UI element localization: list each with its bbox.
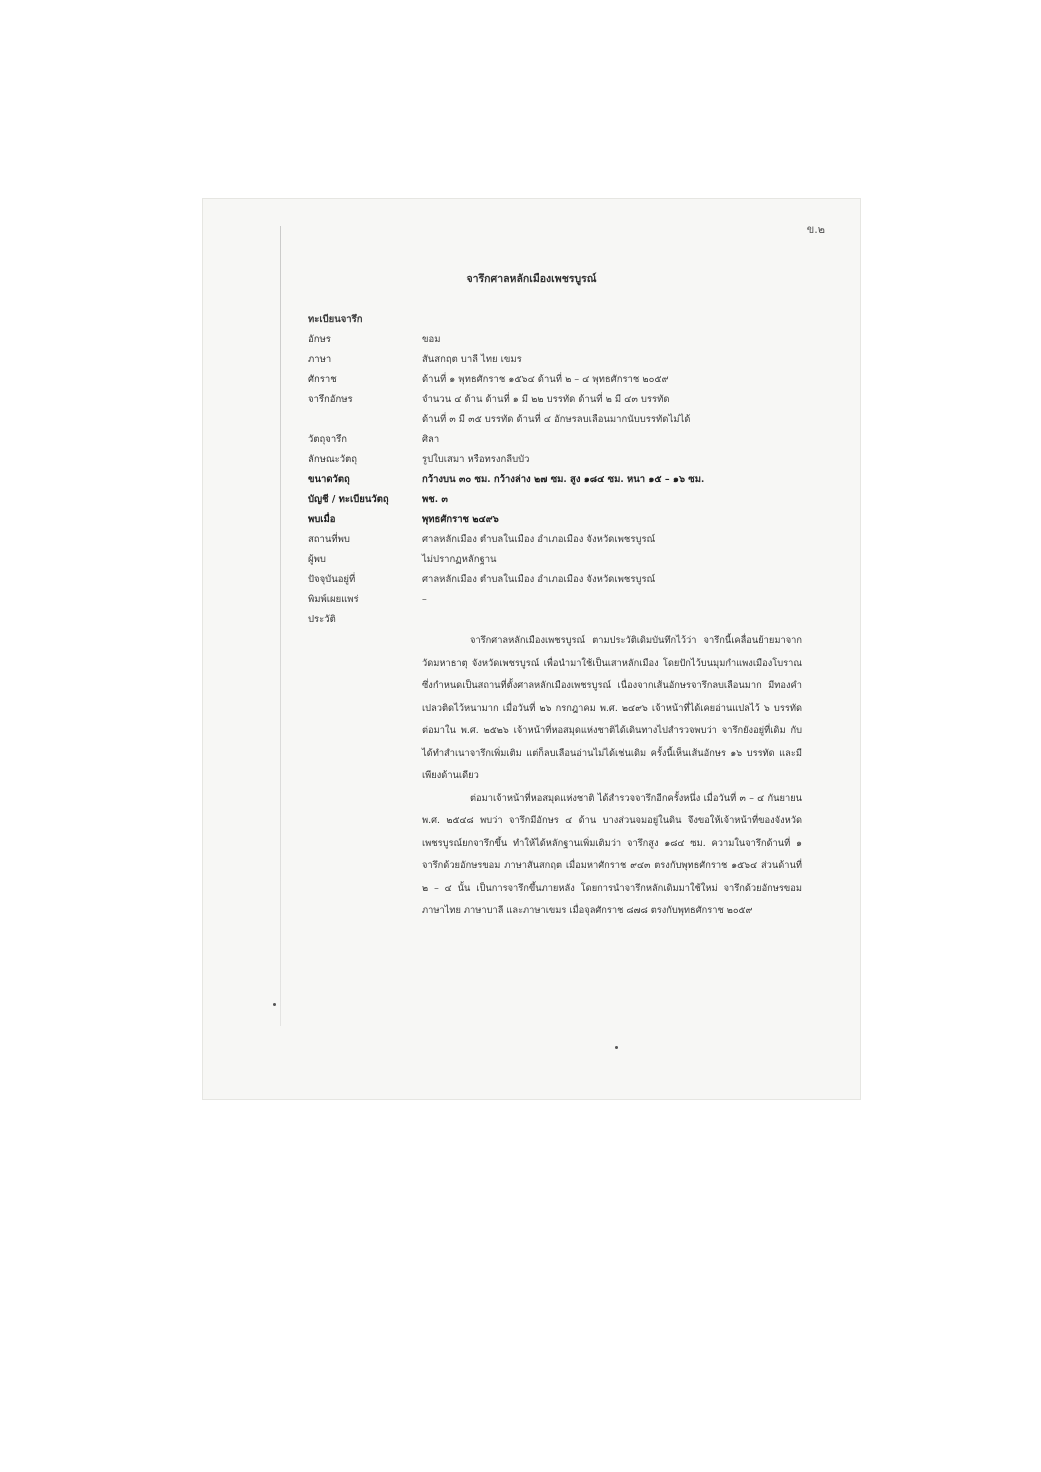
field-era <box>308 370 828 390</box>
page-number: ข.๒ <box>806 223 825 236</box>
registration-fields <box>308 310 828 630</box>
field-found-date <box>308 510 828 530</box>
section-label: ทะเบียนจารึก <box>308 314 363 325</box>
field-value: กว้างบน ๓๐ ซม. กว้างล่าง ๒๗ ซม. สูง ๑๘๔ ซม. หนา ๑๕ – ๑๖ ซม. <box>422 474 705 485</box>
field-value: สันสกฤต บาลี ไทย เขมร <box>422 354 522 365</box>
field-current-location <box>308 570 828 590</box>
field-inscription-lines <box>308 390 828 410</box>
field-key: บัญชี / ทะเบียนวัตถุ <box>308 494 389 505</box>
scan-speck <box>615 1046 618 1049</box>
field-script <box>308 330 828 350</box>
field-value: ศิลา <box>422 434 440 445</box>
field-key: ศักราช <box>308 374 337 385</box>
field-found-place <box>308 530 828 550</box>
field-key: ลักษณะวัตถุ <box>308 454 358 465</box>
field-key: วัตถุจารึก <box>308 434 348 445</box>
scan-margin-line <box>280 226 281 1026</box>
field-value: ขอม <box>422 334 441 345</box>
field-value: พช. ๓ <box>422 494 448 505</box>
field-key: ปัจจุบันอยู่ที่ <box>308 574 356 585</box>
field-value: ไม่ปรากฏหลักฐาน <box>422 554 497 565</box>
field-key: ประวัติ <box>308 614 336 625</box>
field-history <box>308 610 828 630</box>
field-value: ศาลหลักเมือง ตำบลในเมือง อำเภอเมือง จังหวัดเพชรบูรณ์ <box>422 574 656 585</box>
field-key: ภาษา <box>308 354 332 365</box>
field-value <box>422 610 828 630</box>
field-key: ขนาดวัตถุ <box>308 474 350 485</box>
field-key: พบเมื่อ <box>308 514 336 525</box>
field-object-shape <box>308 450 828 470</box>
field-value: จำนวน ๔ ด้าน ด้านที่ ๑ มี ๒๒ บรรทัด ด้านที่ ๒ มี ๔๓ บรรทัด <box>422 394 670 405</box>
field-key: สถานที่พบ <box>308 534 350 545</box>
document-title: จารึกศาลหลักเมืองเพชรบูรณ์ <box>466 273 597 285</box>
field-finder <box>308 550 828 570</box>
field-key: พิมพ์เผยแพร่ <box>308 594 359 605</box>
field-value: พุทธศักราช ๒๔๙๖ <box>422 514 499 525</box>
history-text <box>422 630 802 923</box>
field-key: ผู้พบ <box>308 554 326 565</box>
field-object-size <box>308 470 828 490</box>
field-registry <box>308 490 828 510</box>
field-key: อักษร <box>308 334 331 345</box>
field-value: รูปใบเสมา หรือทรงกลีบบัว <box>422 454 530 465</box>
field-material <box>308 430 828 450</box>
field-published <box>308 590 828 610</box>
scanned-page <box>202 198 861 1100</box>
field-value: ศาลหลักเมือง ตำบลในเมือง อำเภอเมือง จังหวัดเพชรบูรณ์ <box>422 534 656 545</box>
history-paragraph: จารึกศาลหลักเมืองเพชรบูรณ์ ตามประวัติเดิมบันทึกไว้ว่า จารึกนี้เคลื่อนย้ายมาจากวัดมหาธาตุ จังหวัดเพชรบูรณ์ เพื่อนำมาใช้เป็นเสาหลักเมือง โดยปักไว้บนมุมกำแพงเมืองโบราณ ซึ่งกำหนดเป็นสถานที่ตั้งศาลหลักเมืองเพชรบูรณ์ เนื่องจากเส้นอักษรจารึกลบเลือนมาก มีทองคำเปลวติดไว้หนามาก เมื่อวันที่ ๒๖ กรกฎาคม พ.ศ. ๒๔๙๖ เจ้าหน้าที่ได้เคยอ่านแปลไว้ ๖ บรรทัด ต่อมาใน พ.ศ. ๒๕๒๖ เจ้าหน้าที่หอสมุดแห่งชาติได้เดินทางไปสำรวจพบว่า จารึกยังอยู่ที่เดิม กับได้ทำสำเนาจารึกเพิ่มเติม แต่ก็ลบเลือนอ่านไม่ได้เช่นเดิม ครั้งนี้เห็นเส้นอักษร ๑๖ บรรทัด และมีเพียงด้านเดียว <box>422 635 802 781</box>
field-value: ด้านที่ ๑ พุทธศักราช ๑๕๖๔ ด้านที่ ๒ – ๔ พุทธศักราช ๒๐๕๙ <box>422 374 669 385</box>
field-language <box>308 350 828 370</box>
field-key: จารึกอักษร <box>308 394 353 405</box>
scan-speck <box>273 1003 276 1006</box>
field-value: – <box>422 594 427 605</box>
field-value-continuation: ด้านที่ ๓ มี ๓๕ บรรทัด ด้านที่ ๔ อักษรลบเลือนมากนับบรรทัดไม่ได้ <box>422 414 691 425</box>
history-paragraph: ต่อมาเจ้าหน้าที่หอสมุดแห่งชาติ ได้สำรวจจารึกอีกครั้งหนึ่ง เมื่อวันที่ ๓ – ๔ กันยายน พ.ศ. ๒๕๔๘ พบว่า จารึกมีอักษร ๔ ด้าน บางส่วนจมอยู่ในดิน จึงขอให้เจ้าหน้าที่ของจังหวัดเพชรบูรณ์ยกจารึกขึ้น ทำให้ได้หลักฐานเพิ่มเติมว่า จารึกสูง ๑๘๔ ซม. ความในจารึกด้านที่ ๑ จารึกด้วยอักษรขอม ภาษาสันสกฤต เมื่อมหาศักราช ๙๔๓ ตรงกับพุทธศักราช ๑๕๖๔ ส่วนด้านที่ ๒ – ๔ นั้น เป็นการจารึกขึ้นภายหลัง โดยการนำจารึกหลักเดิมมาใช้ใหม่ จารึกด้วยอักษรขอม ภาษาไทย ภาษาบาลี และภาษาเขมร เมื่อจุลศักราช ๘๗๘ ตรงกับพุทธศักราช ๒๐๕๙ <box>422 792 802 916</box>
